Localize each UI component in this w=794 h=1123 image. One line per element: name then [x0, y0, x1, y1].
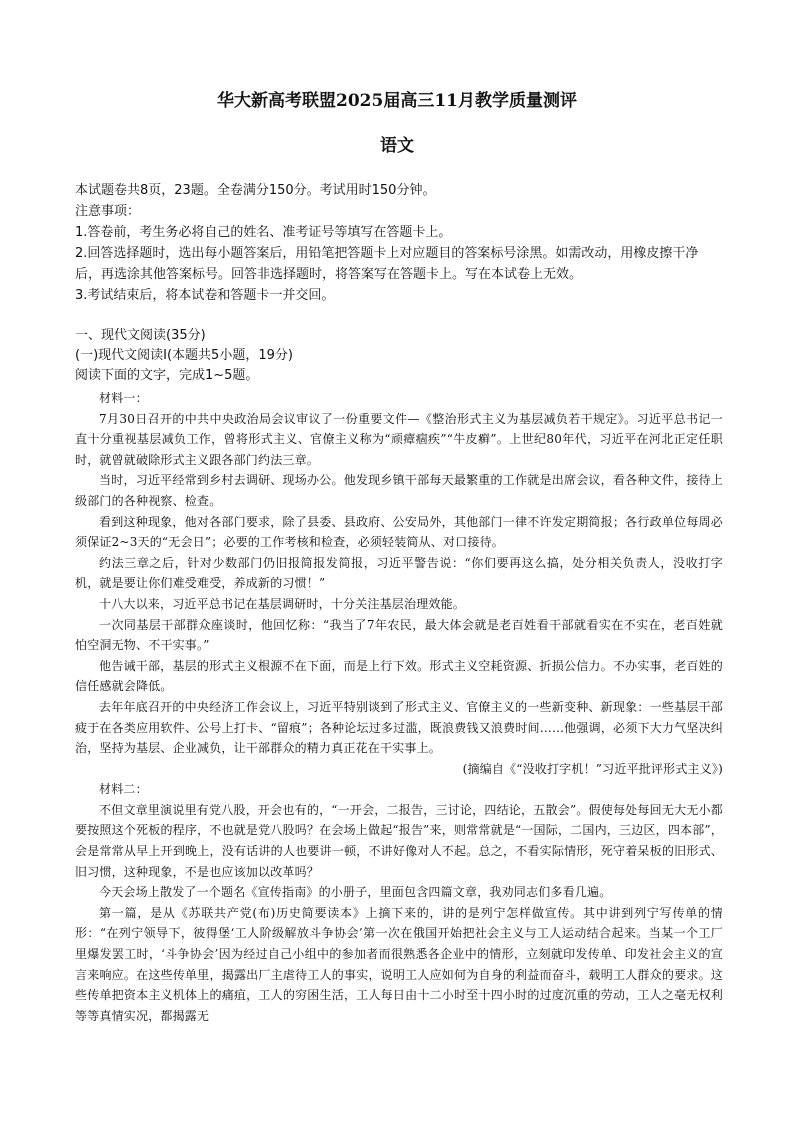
reading-passage — [75, 388, 723, 1026]
exam-intro: 本试题卷共8页，23题。全卷满分150分。考试用时150分钟。 — [75, 183, 436, 198]
sub-title: (一)现代文阅读I(本题共5小题，19分) — [75, 348, 293, 363]
paragraph: 他告诫干部，基层的形式主义根源不在下面，而是上行下效。形式主义空耗资源、折损公信力。不办实事，老百姓的信任感就会降低。 — [75, 658, 723, 694]
material-label: 材料二： — [99, 782, 148, 797]
note-item: 3.考试结束后，将本试卷和答题卡一并交回。 — [75, 288, 335, 303]
note-item: 1.答卷前，考生务必将自己的姓名、准考证号等填写在答题卡上。 — [75, 225, 452, 240]
paragraph: 一次同基层干部群众座谈时，他回忆称：“我当了7年农民，最大体会就是老百姓看干部就看实在不实在，老百姓就怕空洞无物、不干实事。” — [75, 617, 723, 653]
paragraph: 不但文章里演说里有党八股，开会也有的，“一开会，二报告，三讨论，四结论，五散会”。假使每处每回无大无小都要按照这个死板的程序，不也就是党八股吗？在会场上做起“报告”来，则常常就是“一国际，二国内，三边区，四本部”，会是常常从早上开到晚上，没有话讲的人也要讲一顿，不讲好像对人不起。总之，不看实际情形，死守着呆板的旧形式、旧习惯，这种现象，不是也应该加以改革吗？ — [75, 802, 723, 879]
paragraph: 当时，习近平经常到乡村去调研、现场办公。他发现乡镇干部每天最繁重的工作就是出席会议，看各种文件，接待上级部门的各种视察、检查。 — [75, 473, 723, 508]
part-title: 一、现代文阅读(35分) — [75, 328, 206, 343]
paragraph: 十八大以来，习近平总书记在基层调研时，十分关注基层治理效能。 — [99, 596, 466, 611]
paragraph: 去年年底召开的中央经济工作会议上，习近平特别谈到了形式主义、官僚主义的一些新变种、新现象：一些基层干部疲于在各类应用软件、公号上打卡、“留痕”；各种论坛过多过滥，既浪费钱又浪费时间……他强调，必须下大力气坚决纠治，坚持为基层、企业减负，让干部群众的精力真正花在干实事上。 — [75, 699, 723, 756]
section-header — [75, 326, 723, 386]
instruction: 阅读下面的文字，完成1~5题。 — [75, 368, 259, 383]
paragraph: 约法三章之后，针对少数部门仍旧报简报发简报，习近平警告说：“你们要再这么搞，处分相关负责人，没收打字机，就是要让你们难受难受，养成新的习惯！” — [75, 555, 723, 591]
exam-title: 华大新高考联盟2025届高三11月教学质量测评 — [217, 91, 577, 111]
notes-heading: 注意事项： — [75, 204, 141, 219]
paragraph: 第一篇，是从《苏联共产党(布)历史简要读本》上摘下来的，讲的是列宁怎样做宣传。其中讲到列宁写传单的情形：“在列宁领导下，彼得堡‘工人阶级解放斗争协会’第一次在俄国开始把社会主义与工人运动结合起来。当某一个工厂里爆发罢工时，‘斗争协会’因为经过自己小组中的参加者而很熟悉各企业中的情形，立刻就印发传单、印发社会主义的宣言来响应。在这些传单里，揭露出厂主虐待工人的事实，说明工人应如何为自身的利益而奋斗，载明工人群众的要求。这些传单把资本主义机体上的痛疽，工人的穷困生活，工人每日由十二小时至十四小时的过度沉重的劳动，工人之毫无权利等等真情实况，都揭露无 — [75, 905, 723, 1023]
paragraph: 7月30日召开的中共中央政治局会议审议了一份重要文件—《整治形式主义为基层减负若干规定》。习近平总书记一直十分重视基层减负工作，曾将形式主义、官僚主义称为“顽瘴痼疾”“牛皮癣”。上世纪80年代，习近平在河北正定任职时，就曾就破除形式主义跟各部门约法三章。 — [75, 411, 723, 467]
paragraph: 今天会场上散发了一个题名《宣传指南》的小册子，里面包含四篇文章，我劝同志们多看几遍。 — [99, 885, 612, 900]
material-label: 材料一： — [99, 391, 148, 405]
source-citation: (摘编自《“没收打字机！”习近平批评形式主义》) — [462, 761, 723, 776]
exam-notes — [75, 180, 723, 306]
subject-title: 语文 — [380, 136, 414, 156]
paragraph: 看到这种现象，他对各部门要求，除了县委、县政府、公安局外，其他部门一律不许发定期简报；各行政单位每周必须保证2~3天的“无会日”；必要的工作考核和检查，必须轻装简从、对口接待。 — [75, 514, 723, 550]
note-item: 2.回答选择题时，选出每小题答案后，用铅笔把答题卡上对应题目的答案标号涂黑。如需改动，用橡皮擦干净后，再选涂其他答案标号。回答非选择题时，将答案写在答题卡上。写在本试卷上无效。 — [75, 246, 699, 282]
